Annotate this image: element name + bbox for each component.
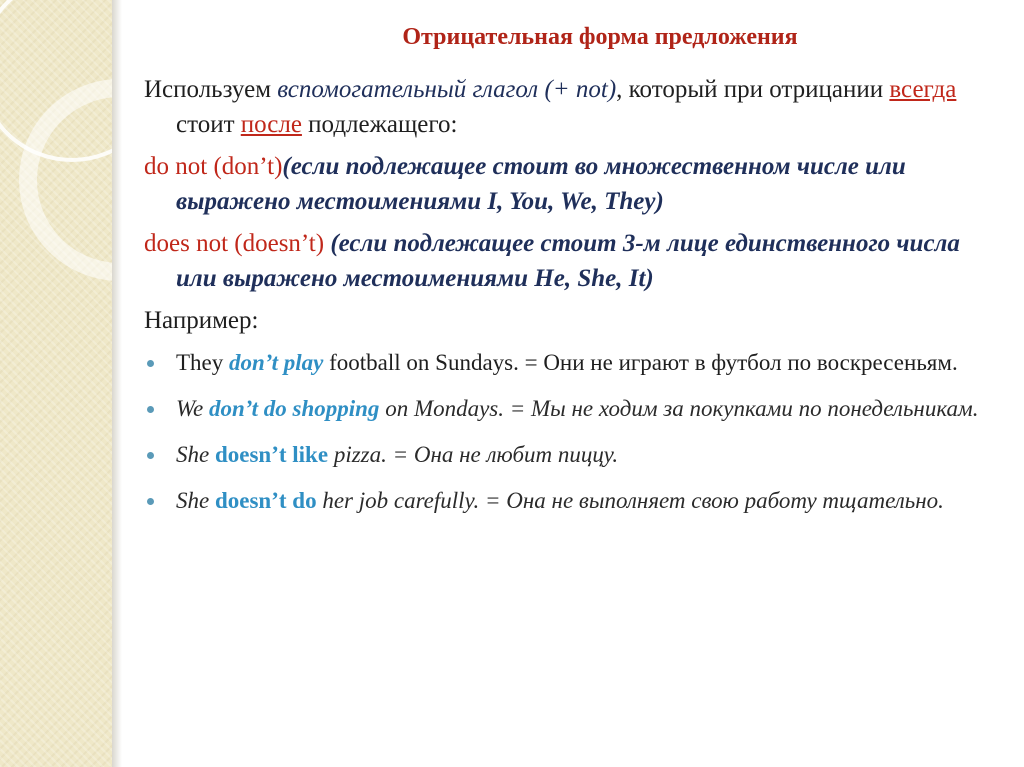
text-run: doesn’t do	[214, 488, 317, 513]
rule-paragraph	[144, 226, 984, 296]
text-run: football on Sundays. = Они не играют в футбол по воскресеньям.	[323, 350, 958, 375]
text-run: We	[176, 396, 210, 421]
decorative-rings	[0, 0, 112, 767]
bullet-dot-icon	[147, 498, 154, 505]
rule-paragraph	[144, 149, 984, 219]
example-item	[144, 346, 984, 380]
text-run: does not (doesn’t)	[144, 230, 325, 257]
text-run: do not (don’t)	[144, 153, 283, 180]
text-run: She	[176, 488, 215, 513]
text-run: (если подлежащее стоит во множественном числе или выражено местоимениями I, You, We, They)	[176, 153, 906, 215]
text-run: подлежащего:	[301, 111, 458, 138]
rule-paragraphs	[144, 72, 984, 338]
text-run: pizza. = Она не любит пиццу.	[328, 442, 619, 467]
text-run: don’t play	[229, 350, 324, 375]
text-run: всегда	[889, 76, 957, 103]
text-run: don’t do shopping	[209, 396, 380, 421]
rule-paragraph	[144, 303, 984, 338]
example-list	[144, 346, 984, 518]
example-item	[144, 438, 984, 472]
example-item	[144, 484, 984, 518]
text-run: после	[240, 111, 302, 138]
text-run: She	[176, 442, 215, 467]
text-run: вспомогательный глагол (+ not)	[277, 76, 617, 103]
text-run: (если подлежащее стоит 3-м лице единственного числа или выражено местоимениями He, She, It)	[176, 230, 960, 292]
text-run: стоит	[176, 111, 241, 138]
text-run: her job carefully. = Она не выполняет свою работу тщательно.	[316, 488, 944, 513]
rule-paragraph	[144, 72, 984, 142]
example-item	[144, 392, 984, 426]
text-run: on Mondays. = Мы не ходим за покупками по понедельникам.	[379, 396, 979, 421]
ring-graphic	[0, 0, 112, 767]
bullet-dot-icon	[147, 406, 154, 413]
text-run: Например:	[144, 307, 259, 334]
text-run: Используем	[144, 76, 278, 103]
text-run: , который при отрицании	[616, 76, 890, 103]
text-run: doesn’t like	[214, 442, 329, 467]
text-run: They	[176, 350, 230, 375]
slide-title: Отрицательная форма предложения	[402, 24, 798, 50]
side-panel-shadow	[112, 0, 122, 767]
bullet-dot-icon	[147, 452, 154, 459]
ring-middle	[28, 88, 112, 272]
slide-content	[144, 72, 984, 530]
bullet-dot-icon	[147, 360, 154, 367]
